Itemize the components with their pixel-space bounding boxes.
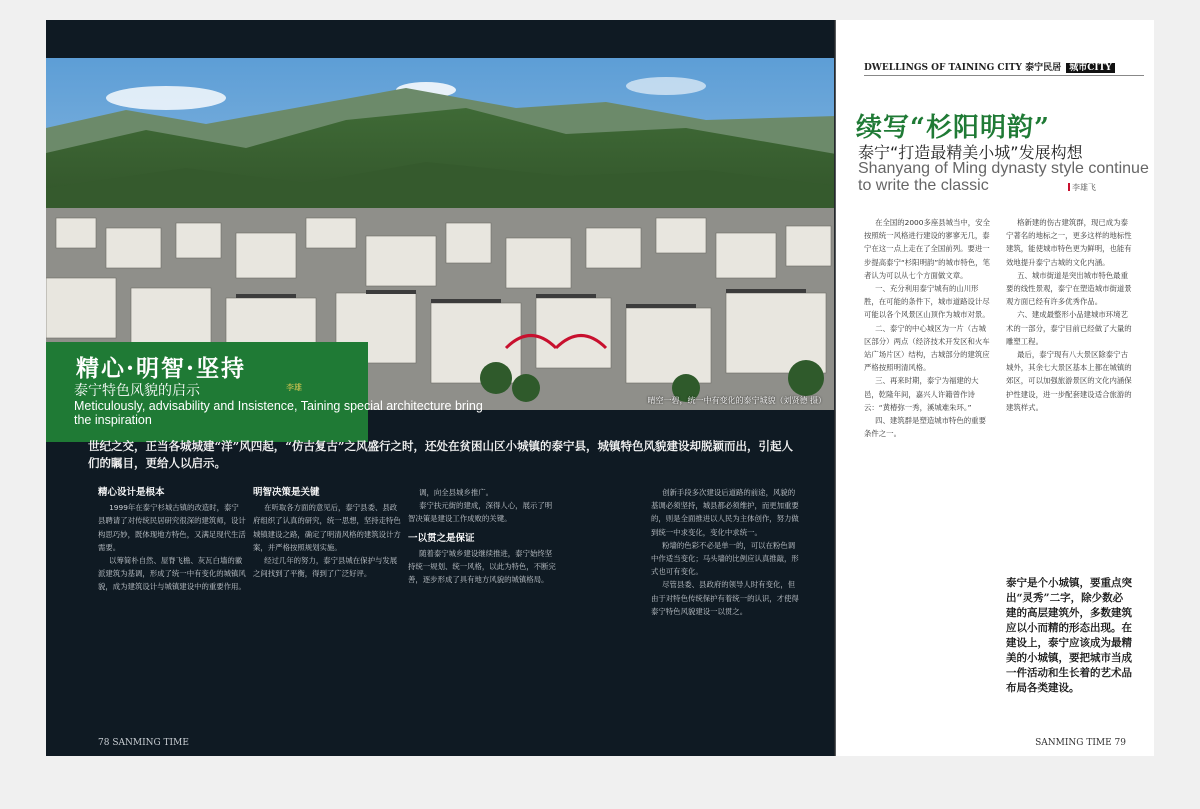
article-column-1 [98, 486, 246, 594]
body-paragraph: 随着泰宁城乡建设继续推进，泰宁始终坚持统一规划、统一风格，以此为特色，不断完善，逐步形成了具有地方风貌的城镇格局。 [408, 548, 556, 585]
left-title-cn: 精心·明智·坚持 [76, 355, 247, 382]
header-cn: 泰宁民居 [1025, 63, 1062, 73]
body-paragraph: 最后，泰宁现有八大景区除泰宁古城外，其余七大景区基本上都在城镇的郊区，可以加强旅游景区的文化内涵保护性建设，进一步配套建设适合旅游的建筑样式。 [1006, 350, 1132, 412]
body-paragraph: 一、充分利用泰宁城有的山川形胜，在可能的条件下，城市道路设计尽可能以各个风景区山顶作为城市对景。 [864, 284, 990, 320]
right-page [836, 20, 1154, 756]
left-author: 李雄 [286, 383, 302, 392]
right-title-en: Shanyang of Ming dynasty style continue to write the classic [858, 160, 1149, 194]
body-paragraph: 五、城市街道是突出城市特色最重要的线性景观，泰宁在塑造城市街道景观方面已经有许多优秀作品。 [1006, 270, 1132, 307]
section-heading: 一以贯之是保证 [408, 532, 475, 544]
body-paragraph: 经过几年的努力，泰宁县城在保护与发展之间找到了平衡，得到了广泛好评。 [253, 556, 398, 579]
body-paragraph: 二、泰宁的中心城区为一片（古城区部分）两点（经济技术开发区和火车站广场片区）结构，古城部分的建筑应严格按照明清风格。 [864, 323, 990, 373]
left-title-en: Meticulously, advisability and Insistence, Taining special architecture bring the inspiration [74, 399, 483, 427]
pull-quote-text: 泰宁是个小城镇，要重点突出“灵秀”二字，除少数必建的高层建筑外，多数建筑应以小而精的形态出现。在建设上，泰宁应该成为最精美的小城镇，要把城市当成一件活动和生长着的艺术品布局各类建设。 [1006, 577, 1132, 694]
header-rule [864, 75, 1144, 76]
right-subtitle: 泰宁“打造最精美小城”发展构想 [858, 143, 1083, 162]
body-paragraph: 在听取各方面的意见后，泰宁县委、县政府组织了认真的研究，统一思想，坚持走特色城镇建设之路，确定了明清风格的建筑设计方案，并严格按照规划实施。 [253, 503, 401, 552]
right-title: 续写“杉阳明韵” [856, 113, 1050, 143]
pull-quote [1006, 576, 1132, 696]
photo-caption: 晴空一碧，统一中有变化的泰宁城貌（刘贤德 摄） [647, 396, 826, 405]
magazine-spread [46, 20, 1154, 756]
article-column-2 [253, 486, 401, 580]
lead-paragraph: 世纪之交，正当各城城建“洋”风四起，“仿古复古”之风盛行之时，还处在贫困山区小城镇的泰宁县，城镇特色风貌建设却脱颖而出，引起人们的瞩目，更给人以启示。 [88, 439, 793, 470]
body-paragraph: 以筹简朴自然、屋脊飞檐、灰瓦白墙的徽派建筑为基调，形成了统一中有变化的城镇风貌，成为建筑设计与城镇建设中的重要作用。 [98, 556, 246, 592]
page-number-right: SANMING TIME 79 [1035, 738, 1126, 748]
article-column-4 [651, 486, 799, 618]
body-paragraph: 格新建的伤古建筑群，现已成为泰宁著名的地标之一，更多这样的地标性建筑，能使城市特色更为鲜明，也能有效地提升泰宁古城的文化内涵。 [1006, 218, 1132, 267]
section-heading: 精心设计是根本 [98, 487, 165, 498]
body-paragraph: 调，向全县城乡推广。 [419, 488, 494, 497]
header-en: DWELLINGS OF TAINING CITY [864, 63, 1022, 73]
body-paragraph: 在全国的2000多座县城当中，安全按照统一风格进行建设的寥寥无几，泰宁在这一点上走在了全国前列。要进一步提高泰宁“杉阳明韵”的城市特色，笔者认为可以从七个方面做文章。 [864, 218, 990, 280]
right-column-2 [1006, 216, 1134, 414]
body-paragraph: 三、再来时期，泰宁为福建的大邑，乾隆年间，嘉兴人许籍曾作诗云：“黄椿弥一秀，溪城难朱环。” [864, 376, 979, 412]
body-paragraph: 四、建筑群是塑造城市特色的重要条件之一。 [864, 416, 986, 439]
body-paragraph: 尽管县委、县政府的领导人时有变化，但由于对特色传统保护有着统一的认识，才使得泰宁特色风貌建设一以贯之。 [651, 580, 799, 616]
section-heading: 明智决策是关键 [253, 487, 320, 498]
body-paragraph: 六、建成最整形小品建城市环境艺术的一部分，泰宁目前已经做了大量的雕塑工程。 [1006, 310, 1132, 346]
article-column-3 [408, 486, 556, 586]
body-paragraph: 创新手段多次建设后道路的前途，风貌的基调必须坚持，城县都必须维护，而更加重要的，则是全面推进以人民为主体创作，努力做到统一中求变化，变化中求统一。 [651, 488, 799, 537]
body-paragraph: 泰宁扶元街的建成，深得人心，展示了明智决策是建设工作成败的关键。 [408, 501, 553, 524]
body-paragraph: 粉墙的色彩不必是单一的，可以在粉色调中作适当变化；马头墙的比例应认真推敲，形式也可有变化。 [651, 540, 799, 577]
right-column-1 [864, 216, 992, 440]
left-title-block [46, 342, 483, 442]
right-author: 李雄飞 [1068, 182, 1096, 193]
body-paragraph: 1999年在泰宁杉城古镇的改造时，泰宁县聘请了对传统民居研究很深的建筑师，设计构思巧妙，既体现地方特色，又满足现代生活需要。 [98, 503, 246, 552]
left-page [46, 20, 836, 756]
header-section-tag: 城市CITY [1066, 63, 1115, 73]
page-number-left: 78 SANMING TIME [98, 738, 189, 748]
running-header [864, 60, 1115, 73]
left-subtitle-cn: 泰宁特色风貌的启示 [74, 383, 200, 399]
